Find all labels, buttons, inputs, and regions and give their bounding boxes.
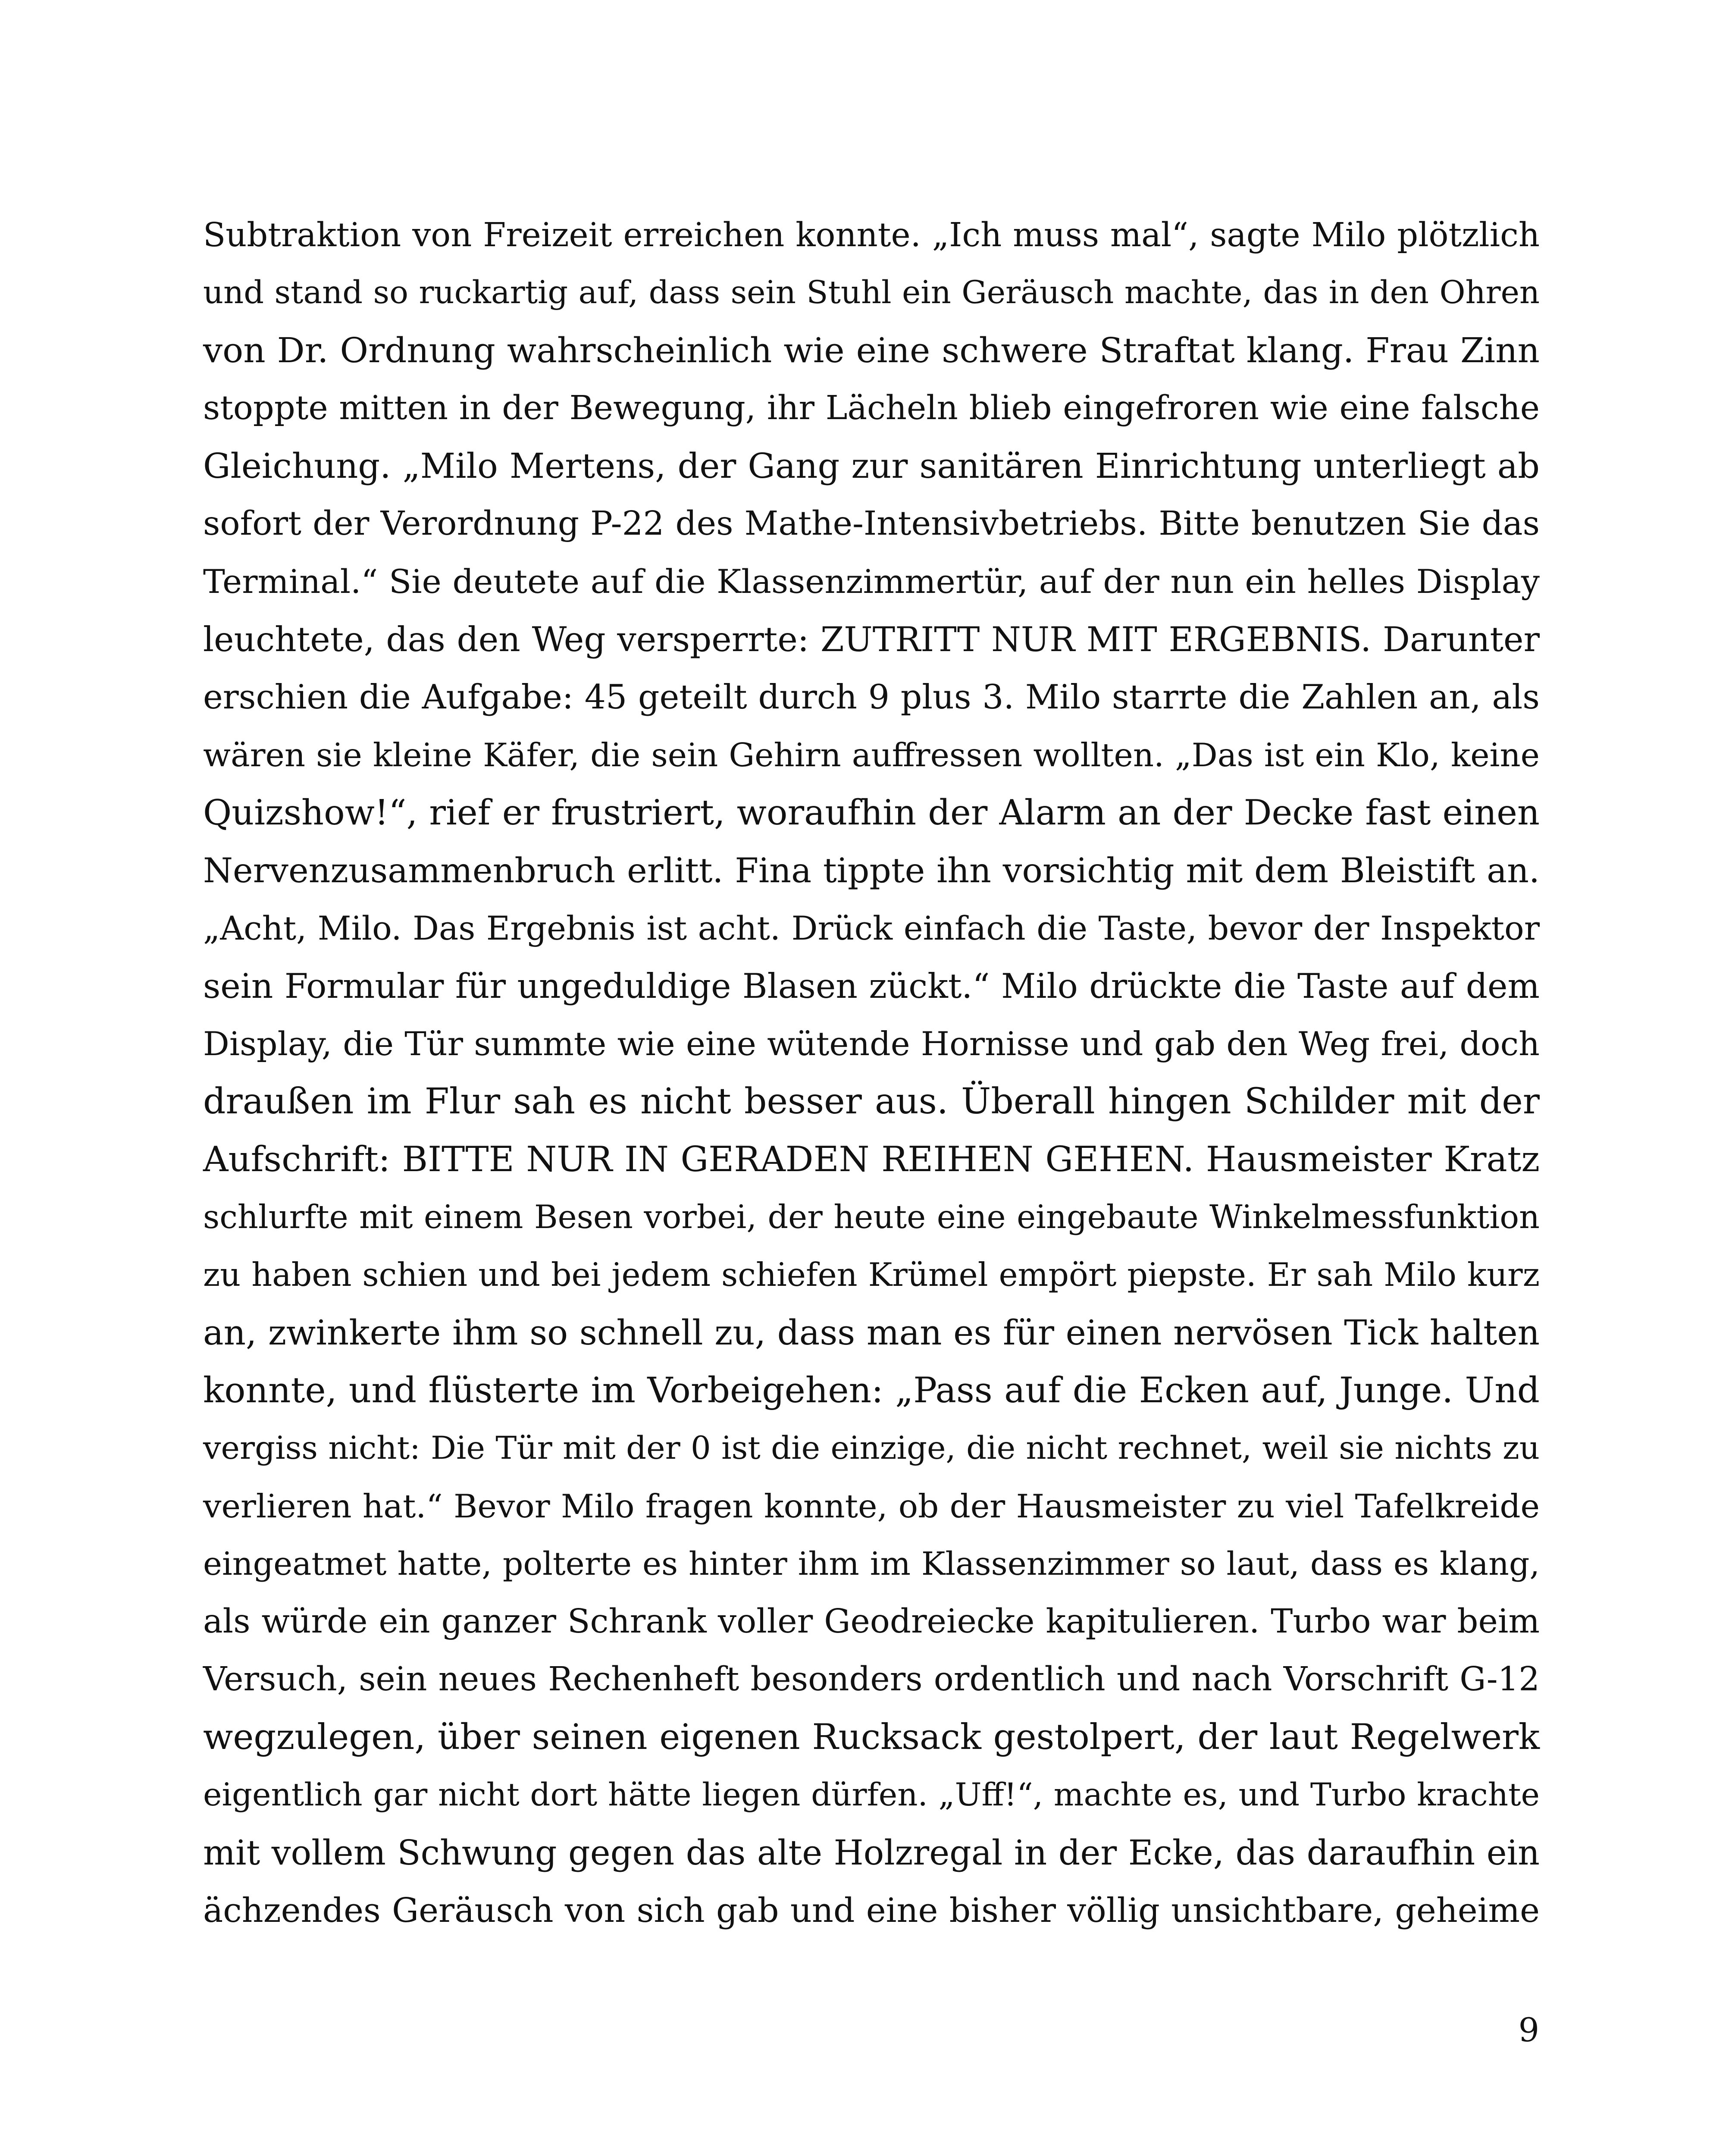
- text-line: Subtraktion von Freizeit erreichen konnte. „Ich muss mal“, sagte Milo plötzlich: [203, 216, 1540, 254]
- text-line: stoppte mitten in der Bewegung, ihr Lächeln blieb eingefroren wie eine falsche: [203, 389, 1540, 427]
- text-line: wegzulegen, über seinen eigenen Rucksack gestolpert, der laut Regelwerk: [203, 1717, 1540, 1758]
- text-line: Gleichung. „Milo Mertens, der Gang zur sanitären Einrichtung unterliegt ab: [203, 446, 1540, 486]
- text-line: draußen im Flur sah es nicht besser aus. Überall hingen Schilder mit der: [203, 1081, 1540, 1122]
- text-line: Quizshow!“, rief er frustriert, woraufhin der Alarm an der Decke fast einen: [203, 793, 1540, 833]
- body-text: [203, 206, 1540, 1940]
- text-line: Terminal.“ Sie deutete auf die Klassenzimmertür, auf der nun ein helles Display: [203, 562, 1540, 601]
- text-line: an, zwinkerte ihm so schnell zu, dass man es für einen nervösen Tick halten: [203, 1313, 1540, 1353]
- text-line: sein Formular für ungeduldige Blasen zückt.“ Milo drückte die Taste auf dem: [203, 966, 1540, 1006]
- text-line: als würde ein ganzer Schrank voller Geodreiecke kapitulieren. Turbo war beim: [203, 1602, 1540, 1641]
- text-line: zu haben schien und bei jedem schiefen Krümel empört piepste. Er sah Milo kurz: [203, 1256, 1540, 1294]
- text-line: von Dr. Ordnung wahrscheinlich wie eine schwere Straftat klang. Frau Zinn: [203, 330, 1540, 370]
- text-line: mit vollem Schwung gegen das alte Holzregal in der Ecke, das daraufhin ein: [203, 1833, 1540, 1873]
- text-line: eigentlich gar nicht dort hätte liegen dürfen. „Uff!“, machte es, und Turbo krachte: [203, 1777, 1540, 1813]
- text-line: Display, die Tür summte wie eine wütende Hornisse und gab den Weg frei, doch: [203, 1025, 1540, 1063]
- page-number: 9: [1518, 2011, 1539, 2049]
- text-line: wären sie kleine Käfer, die sein Gehirn auffressen wollten. „Das ist ein Klo, keine: [203, 736, 1540, 774]
- text-line: vergiss nicht: Die Tür mit der 0 ist die einzige, die nicht rechnet, weil sie nichts zu: [203, 1430, 1540, 1467]
- text-line: Nervenzusammenbruch erlitt. Fina tippte ihn vorsichtig mit dem Bleistift an.: [203, 851, 1540, 890]
- text-line: „Acht, Milo. Das Ergebnis ist acht. Drück einfach die Taste, bevor der Inspektor: [203, 909, 1540, 947]
- text-line: schlurfte mit einem Besen vorbei, der heute eine eingebaute Winkelmessfunktion: [203, 1198, 1540, 1236]
- text-line: verlieren hat.“ Bevor Milo fragen konnte, ob der Hausmeister zu viel Tafelkreide: [203, 1487, 1540, 1525]
- text-line: konnte, und flüsterte im Vorbeigehen: „Pass auf die Ecken auf, Junge. Und: [203, 1370, 1540, 1411]
- text-line: erschien die Aufgabe: 45 geteilt durch 9 plus 3. Milo starrte die Zahlen an, als: [203, 678, 1540, 717]
- text-line: leuchtete, das den Weg versperrte: ZUTRITT NUR MIT ERGEBNIS. Darunter: [203, 620, 1540, 659]
- text-line: Aufschrift: BITTE NUR IN GERADEN REIHEN GEHEN. Hausmeister Kratz: [203, 1139, 1540, 1180]
- text-line: Versuch, sein neues Rechenheft besonders ordentlich und nach Vorschrift G-12: [203, 1660, 1540, 1698]
- text-line: sofort der Verordnung P-22 des Mathe-Intensivbetriebs. Bitte benutzen Sie das: [203, 505, 1540, 543]
- text-line: eingeatmet hatte, polterte es hinter ihm im Klassenzimmer so laut, dass es klang,: [203, 1545, 1540, 1583]
- text-line: und stand so ruckartig auf, dass sein Stuhl ein Geräusch machte, das in den Ohren: [203, 274, 1540, 311]
- text-line: ächzendes Geräusch von sich gab und eine bisher völlig unsichtbare, geheime: [203, 1891, 1540, 1930]
